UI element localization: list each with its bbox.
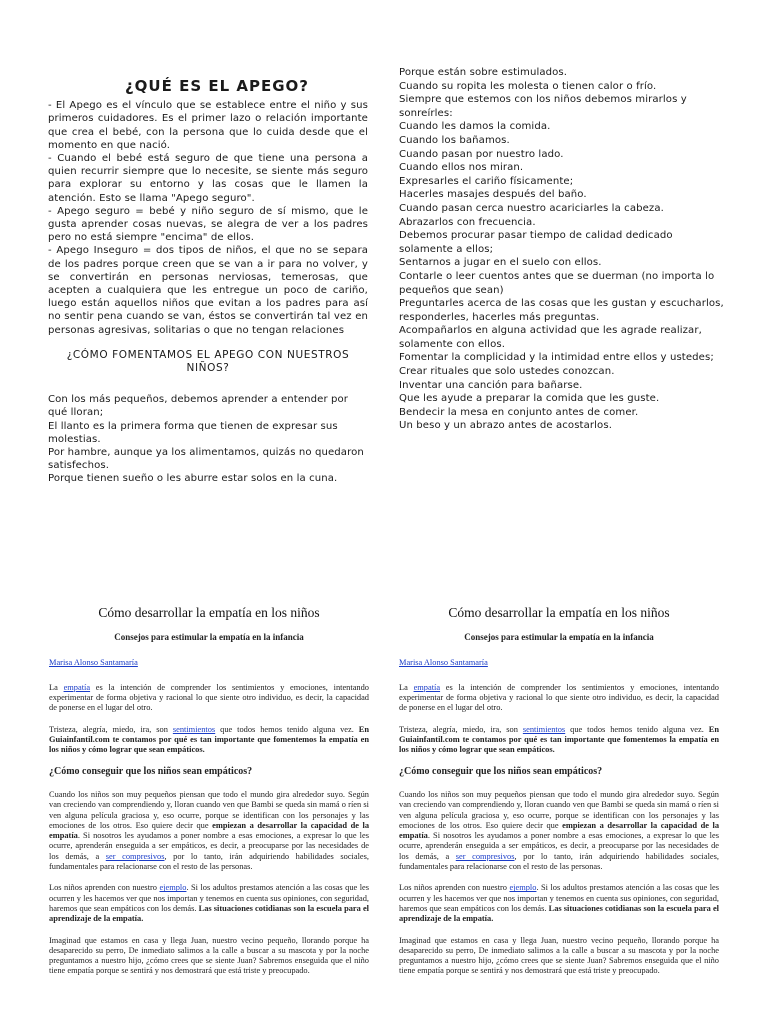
list-item: Expresarles el cariño físicamente; (399, 175, 574, 187)
article-paragraph: Tristeza, alegría, miedo, ira, son sentimientos que todos hemos tenido alguna vez. En Guiainfantil.com te contamos por qué es tan importante que fomentemos la empatía en los niños y cómo lograr que sean empáticos. (49, 724, 369, 755)
apego-paragraph: - Apego seguro = bebé y niño seguro de sí mismo, que le gusta aprender cosas nuevas, se alegra de ver a los padres pero no está siempre "encima" de ellos. (48, 205, 368, 244)
apego-paragraph: - El Apego es el vínculo que se establece entre el niño y sus primeros cuidadores. Es el primer lazo o relación importante que crea el bebé, con la persona que lo cuida desde que el momento en que nació. (48, 100, 368, 151)
article-paragraph: Imaginad que estamos en casa y llega Juan, nuestro vecino pequeño, llorando porque ha desaparecido su perro, De inmediato salimos a la calle a buscar a su mascota y por la noche preguntamos a nuestro hijo, ¿cómo crees que se siente Juan? Sabremos enseguida que el niño tiene empatía porque se sentirá y nos demostrará que está triste y preocupado. (49, 935, 369, 976)
author-link[interactable]: Marisa Alonso Santamaría (399, 657, 488, 667)
article-paragraph: La empatía es la intención de comprender los sentimientos y emociones, intentando experimentar de forma objetiva y racional lo que siente otro individuo, es decir, la capacidad de ponerse en el lugar del otro. (49, 682, 369, 713)
apego-title: ¿QUÉ ES EL APEGO? (124, 77, 309, 95)
ser-compresivos-link[interactable]: ser compresivos (105, 851, 165, 861)
list-item: Siempre que estemos con los niños debemos mirarlos y sonreírles: (399, 94, 687, 119)
list-item: Cuando pasan por nuestro lado. (399, 148, 564, 160)
apego-paragraph: - Cuando el bebé está seguro de que tiene una persona a quien recurrir siempre que lo necesite, se siente más seguro para explorar su entorno y las cosas que le llamen la atención. Esto se llama "Apego seguro". (48, 153, 368, 204)
ejemplo-link[interactable]: ejemplo (159, 883, 187, 893)
list-item: Crear rituales que solo ustedes conozcan. (399, 366, 615, 378)
empatia-link[interactable]: empatía (413, 682, 441, 692)
list-item: Preguntarles acerca de las cosas que les gustan y escucharlos, responderles, hacerles más preguntas. (399, 298, 724, 323)
sentimientos-link[interactable]: sentimientos (522, 724, 566, 734)
fomentar-list-column (399, 66, 724, 433)
article-title: Cómo desarrollar la empatía en los niños (98, 605, 320, 620)
section-heading: ¿Cómo conseguir que los niños sean empáticos? (49, 765, 253, 777)
list-item: Cuando ellos nos miran. (399, 162, 524, 174)
list-item: Cuando les damos la comida. (399, 121, 551, 133)
article-title: Cómo desarrollar la empatía en los niños (448, 605, 670, 620)
article-paragraph: Los niños aprenden con nuestro ejemplo. Si los adultos prestamos atención a las cosas que les ocurren y les hacemos ver que nos importan y tenemos en cuenta sus opiniones, con seguridad, haremos que sean empáticos con los demás. Las situaciones cotidianas son la escuela para el aprendizaje de la empatía. (49, 883, 369, 924)
list-item: Debemos procurar pasar tiempo de calidad dedicado solamente a ellos; (399, 230, 673, 255)
section-heading: ¿Cómo conseguir que los niños sean empáticos? (399, 765, 603, 777)
article-paragraph: Cuando los niños son muy pequeños piensan que todo el mundo gira alrededor suyo. Según van creciendo van comprendiendo y, lloran cuando ven que Bambi se queda sin mamá o ríen si ven alguna película graciosa y, eso ocurre, porque se identifican con los personajes y las emociones de los otros. Eso quiere decir que empiezan a desarrollar la capacidad de la empatía. Si nosotros les ayudamos a poner nombre a esas emociones, a expresar lo que les ocurre, aprenderán enseguida a ser empáticos, es decir, a preocuparse por las necesidades de los demás, a ser compresivos, por lo tanto, irán adquiriendo habilidades sociales, fundamentales para relacionarse con el resto de las personas. (49, 789, 370, 872)
apego-column (48, 78, 368, 486)
author-link[interactable]: Marisa Alonso Santamaría (49, 657, 138, 667)
fomentar-line: Con los más pequeños, debemos aprender a entender por qué lloran; (48, 394, 349, 419)
sentimientos-link[interactable]: sentimientos (172, 724, 216, 734)
article-subtitle: Consejos para estimular la empatía en la infancia (114, 632, 304, 643)
article-paragraph: Cuando los niños son muy pequeños piensan que todo el mundo gira alrededor suyo. Según van creciendo van comprendiendo y, lloran cuando ven que Bambi se queda sin mamá o ríen si ven alguna película graciosa y, eso ocurre, porque se identifican con los personajes y las emociones de los otros. Eso quiere decir que empiezan a desarrollar la capacidad de la empatía. Si nosotros les ayudamos a poner nombre a esas emociones, a expresar lo que les ocurre, aprenderán enseguida a ser empáticos, es decir, a preocuparse por las necesidades de los demás, a ser compresivos, por lo tanto, irán adquiriendo habilidades sociales, fundamentales para relacionarse con el resto de las personas. (399, 789, 720, 872)
list-item: Cuando los bañamos. (399, 134, 510, 146)
article-subtitle: Consejos para estimular la empatía en la infancia (464, 632, 654, 643)
list-item: Hacerles masajes después del baño. (399, 189, 587, 201)
fomentar-line: Por hambre, aunque ya los alimentamos, quizás no quedaron satisfechos. (48, 447, 364, 472)
article-paragraph: Imaginad que estamos en casa y llega Juan, nuestro vecino pequeño, llorando porque ha desaparecido su perro, De inmediato salimos a la calle a buscar a su mascota y por la noche preguntamos a nuestro hijo, ¿cómo crees que se siente Juan? Sabremos enseguida que el niño tiene empatía porque se sentirá y nos demostrará que está triste y preocupado. (399, 935, 719, 976)
list-item: Bendecir la mesa en conjunto antes de comer. (399, 406, 639, 418)
list-item: Porque están sobre estimulados. (399, 67, 568, 78)
empatia-article-left (49, 605, 370, 988)
list-item: Un beso y un abrazo antes de acostarlos. (399, 420, 613, 432)
fomentar-line: Porque tienen sueño o les aburre estar solos en la cuna. (48, 473, 338, 485)
ser-compresivos-link[interactable]: ser compresivos (455, 851, 515, 861)
list-item: Fomentar la complicidad y la intimidad entre ellos y ustedes; (399, 352, 714, 364)
list-item: Contarle o leer cuentos antes que se duerman (no importa lo pequeños que sean) (399, 270, 715, 296)
list-item: Inventar una canción para bañarse. (399, 379, 583, 391)
list-item: Cuando su ropita les molesta o tienen calor o frío. (399, 80, 657, 92)
list-item: Que les ayude a preparar la comida que les guste. (399, 393, 660, 405)
article-paragraph: Tristeza, alegría, miedo, ira, son sentimientos que todos hemos tenido alguna vez. En Guiainfantil.com te contamos por qué es tan importante que fomentemos la empatía en los niños y cómo lograr que sean empáticos. (399, 724, 719, 755)
ejemplo-link[interactable]: ejemplo (509, 883, 537, 893)
article-paragraph: Los niños aprenden con nuestro ejemplo. Si los adultos prestamos atención a las cosas que les ocurren y les hacemos ver que nos importan y tenemos en cuenta sus opiniones, con seguridad, haremos que sean empáticos con los demás. Las situaciones cotidianas son la escuela para el aprendizaje de la empatía. (399, 883, 719, 924)
article-paragraph: La empatía es la intención de comprender los sentimientos y emociones, intentando experimentar de forma objetiva y racional lo que siente otro individuo, es decir, la capacidad de ponerse en el lugar del otro. (399, 682, 719, 713)
empatia-link[interactable]: empatía (63, 682, 91, 692)
empatia-article-right (399, 605, 720, 988)
fomentar-line: El llanto es la primera forma que tienen de expresar sus molestias. (48, 420, 338, 445)
list-item: Sentarnos a jugar en el suelo con ellos. (399, 257, 602, 269)
fomentar-heading: ¿CÓMO FOMENTAMOS EL APEGO CON NUESTROS NIÑOS? (66, 348, 350, 375)
list-item: Cuando pasan cerca nuestro acariciarles la cabeza. (399, 202, 664, 214)
list-item: Acompañarlos en alguna actividad que les agrade realizar, solamente con ellos. (399, 325, 702, 350)
list-item: Abrazarlos con frecuencia. (399, 216, 536, 228)
apego-paragraph: - Apego Inseguro = dos tipos de niños, el que no se separa de los padres porque creen que se van a ir para no volver, y se convertirán en personas nerviosas, temerosas, que acepten a cualquiera que les entregue un poco de cariño, luego están aquellos niños que evitan a los padres para así no sentir pena cuando se van, éstos se convertirán tal vez en personas agresivas, solitarias o que no tengan relaciones (48, 245, 368, 336)
